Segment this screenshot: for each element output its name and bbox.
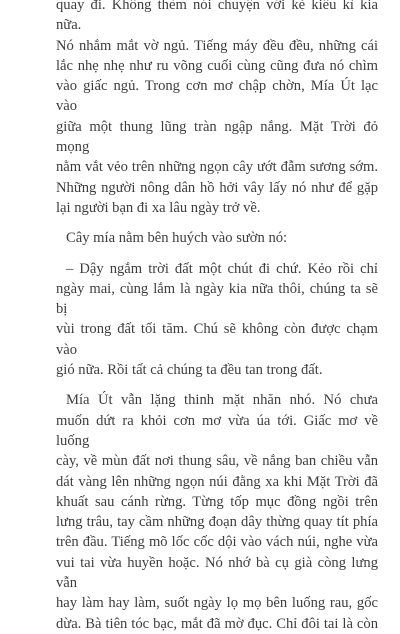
text-line: hay làm hay làm, suốt ngày lọ mọ bên luống rau, gốc [56,595,378,612]
text-line: gió nữa. Rồi tất cả chúng ta đều tan trong đất. [56,362,323,379]
text-line: dát vàng lên những ngọn núi đằng xa khi Mặt Trời đã [56,473,378,490]
text-line: vui tai vừa huyền hoặc. Nó nhớ bà cụ già còng lưng vẫn [56,554,378,592]
text-line: quay đi. Không thèm nói chuyện với kẻ kiêu kì kia nữa. [56,0,378,34]
text-line: vào giấc ngủ. Trong cơn mơ chập chờn, Mía Út lạc vào [56,78,378,115]
text-line: lắc nhẹ nhẹ như ru võng cuối cùng cũng đưa nó chìm [56,57,378,74]
text-line: ngày mai, cùng lắm là ngày kia nữa thôi, chúng ta sẽ bị [56,280,378,318]
body-text [56,0,378,634]
text-line: giữa một thung lũng tràn ngập nắng. Mặt Trời đỏ mọng [56,118,378,156]
paragraph-4 [56,390,378,634]
paragraph-3 [56,259,378,381]
text-line: Cây mía nằm bên huých vào sườn nó: [66,230,288,247]
text-line: Nó nhắm mắt vờ ngủ. Tiếng máy đều đều, những cái [56,37,378,54]
paragraph-2 [56,228,378,248]
text-line: – Dậy ngắm trời đất một chút đi chứ. Kẻo rồi chỉ [66,260,378,277]
text-line: khuất sau cánh rừng. Từng tốp mục đồng ngồi trên [56,493,378,510]
text-line: muốn dứt ra khỏi cơn mơ vừa úa tới. Giấc mơ về luống [56,412,378,449]
text-line: lại người bạn đi xa lâu ngày trở về. [56,199,261,216]
text-line: vùi trong đất tối tăm. Chú sẽ không còn được chạm vào [56,321,378,358]
text-line: cày, về mùn đất nơi thung sâu, về nắng ban chiều vẫn [56,453,378,470]
paragraph-1 [56,0,378,218]
paragraph-gap [56,249,378,259]
paragraph-gap [56,380,378,390]
text-line: dừa. Bà tiên tóc bạc, mắt đã mờ đục. Chỉ đôi tai là còn [56,615,378,632]
text-line: nằm vắt vẻo trên những ngọn cây ướt đẫm sương sớm. [56,159,378,176]
text-line: trên đầu. Tiếng mõ lốc cốc dội vào vách núi, nghe vừa [56,534,378,551]
paragraph-gap [56,218,378,228]
text-line: Những người nông dân hồ hởi vây lấy nó như để gặp [56,179,378,196]
text-line: lưng trâu, tay cầm những đoạn dây thừng quay tít phía [56,514,378,531]
text-line: Mía Út vẫn lặng thinh mặt nhăn nhó. Nó chưa [66,392,378,409]
